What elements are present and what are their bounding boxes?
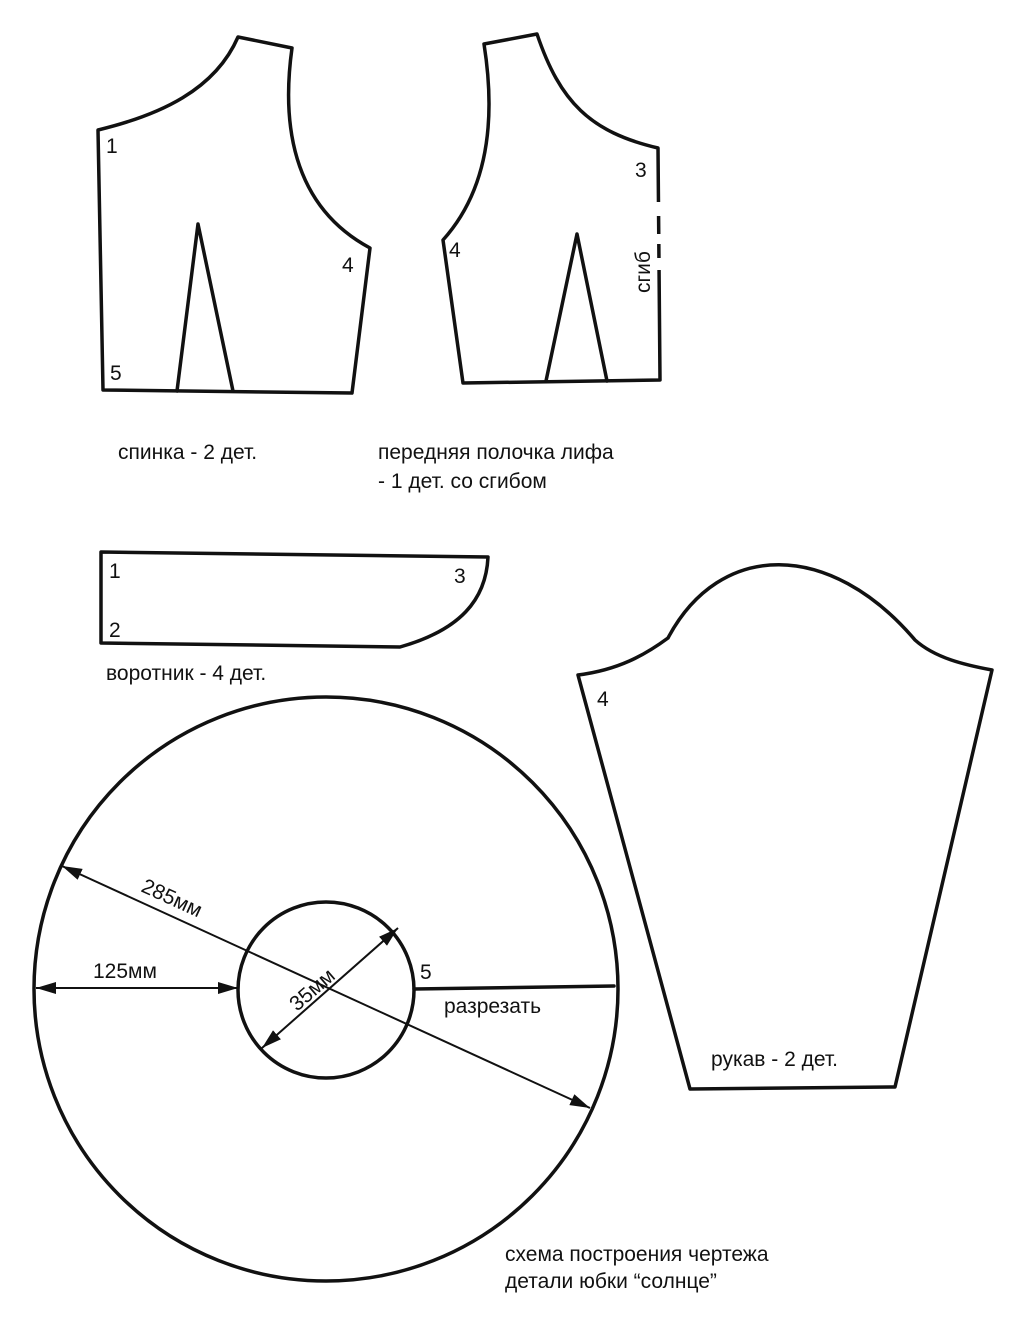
front-dart bbox=[546, 234, 607, 381]
back-caption: спинка - 2 дет. bbox=[118, 441, 258, 464]
front-fold-label: сгиб bbox=[632, 251, 655, 293]
skirt-caption-line2: детали юбки “солнце” bbox=[505, 1270, 717, 1293]
front-point-4: 4 bbox=[449, 239, 461, 262]
front-piece bbox=[443, 34, 660, 383]
skirt-point-5: 5 bbox=[420, 961, 432, 984]
skirt-piece bbox=[34, 697, 618, 1281]
back-outline bbox=[98, 37, 370, 393]
collar-point-3: 3 bbox=[454, 565, 466, 588]
sleeve-outline bbox=[578, 565, 992, 1089]
skirt-inner-diameter-label: 35мм bbox=[285, 964, 340, 1016]
sleeve-piece bbox=[578, 565, 992, 1089]
back-point-4: 4 bbox=[342, 254, 354, 277]
collar-outline bbox=[101, 552, 488, 647]
skirt-outer-diameter-label: 285мм bbox=[137, 874, 206, 923]
collar-point-1: 1 bbox=[109, 560, 121, 583]
skirt-caption-line1: схема построения чертежа bbox=[505, 1243, 769, 1266]
back-point-5: 5 bbox=[110, 362, 122, 385]
sleeve-point-4: 4 bbox=[597, 688, 609, 711]
front-outline bbox=[443, 34, 660, 383]
collar-caption: воротник - 4 дет. bbox=[106, 662, 267, 685]
skirt-cut-line bbox=[414, 986, 614, 989]
front-caption-line2: - 1 дет. со сгибом bbox=[378, 470, 547, 493]
front-point-3: 3 bbox=[635, 159, 647, 182]
skirt-width-label: 125мм bbox=[93, 960, 157, 983]
sleeve-caption: рукав - 2 дет. bbox=[711, 1048, 838, 1071]
front-caption-line1: передняя полочка лифа bbox=[378, 441, 614, 464]
back-point-1: 1 bbox=[106, 135, 118, 158]
collar-piece bbox=[101, 552, 488, 647]
collar-point-2: 2 bbox=[109, 619, 121, 642]
back-piece bbox=[98, 37, 370, 393]
back-dart bbox=[177, 224, 233, 391]
skirt-cut-label: разрезать bbox=[444, 995, 542, 1018]
